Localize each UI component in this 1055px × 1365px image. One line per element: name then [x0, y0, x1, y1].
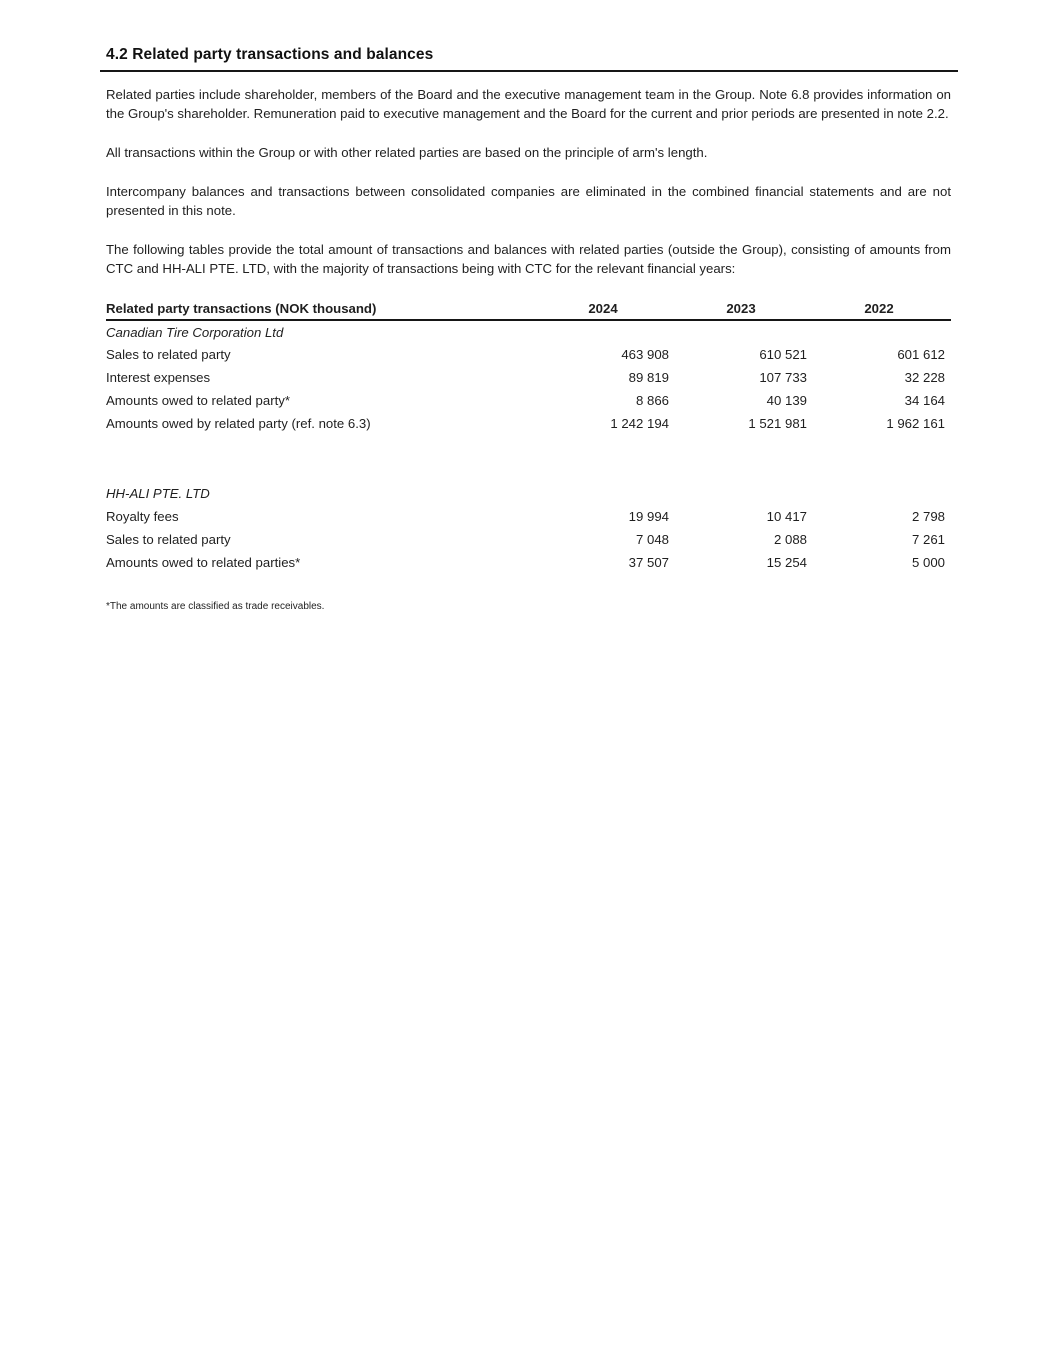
row-value-2024: 19 994 [628, 509, 669, 524]
table-row [106, 389, 951, 412]
row-value-2024: 37 507 [628, 555, 669, 570]
row-label: Amounts owed by related party (ref. note 6.3) [106, 416, 371, 431]
row-label: Amounts owed to related parties* [106, 555, 301, 570]
paragraph-3: Intercompany balances and transactions between consolidated companies are eliminated in the combined financial statements and are not presented in this note. [106, 184, 951, 218]
section-title: 4.2 Related party transactions and balances [100, 46, 958, 72]
row-label: Sales to related party [106, 532, 231, 547]
table-row [106, 343, 951, 366]
row-value-2023: 40 139 [766, 393, 807, 408]
row-label: Royalty fees [106, 509, 179, 524]
row-value-2022: 32 228 [904, 370, 945, 385]
row-label: Sales to related party [106, 347, 231, 362]
intro-paragraphs [106, 85, 951, 278]
paragraph-1: Related parties include shareholder, members of the Board and the executive management team in the Group. Note 6.8 provides information on the Group's shareholder. Remuneration paid to executive management and the Board for the current and prior periods are presented in note 2.2. [106, 87, 951, 121]
row-value-2022: 5 000 [911, 555, 945, 570]
row-value-2022: 7 261 [911, 532, 945, 547]
row-value-2023: 2 088 [773, 532, 807, 547]
table-row [106, 412, 951, 435]
table-row [106, 528, 951, 551]
group-row [106, 482, 951, 505]
row-value-2024: 463 908 [621, 347, 669, 362]
related-party-table [106, 298, 951, 574]
row-value-2023: 107 733 [759, 370, 807, 385]
row-value-2022: 2 798 [911, 509, 945, 524]
group-name: Canadian Tire Corporation Ltd [106, 324, 284, 340]
table-header-row [106, 298, 951, 320]
table-header-label: Related party transactions (NOK thousand) [106, 298, 537, 320]
row-value-2023: 1 521 981 [748, 416, 807, 431]
paragraph-2: All transactions within the Group or with other related parties are based on the principle of arm's length. [106, 145, 708, 160]
spacer-cell [106, 435, 951, 482]
table-row [106, 366, 951, 389]
row-value-2024: 7 048 [635, 532, 669, 547]
row-label: Interest expenses [106, 370, 211, 385]
group-name: HH-ALI PTE. LTD [106, 486, 210, 501]
group-row [106, 320, 951, 343]
row-value-2024: 89 819 [628, 370, 669, 385]
table-header-year-2022: 2022 [813, 298, 951, 320]
row-value-2022: 601 612 [897, 347, 945, 362]
table-header-year-2024: 2024 [537, 298, 675, 320]
table-footnote: *The amounts are classified as trade receivables. [106, 601, 325, 612]
table-row [106, 551, 951, 574]
row-value-2023: 610 521 [759, 347, 807, 362]
section-spacer [106, 435, 951, 482]
row-value-2023: 15 254 [766, 555, 807, 570]
row-value-2024: 1 242 194 [610, 416, 669, 431]
paragraph-4: The following tables provide the total amount of transactions and balances with related parties (outside the Group), consisting of amounts from CTC and HH-ALI PTE. LTD, with the majority of transactions being with CTC for the relevant financial years: [106, 242, 951, 276]
row-value-2022: 1 962 161 [886, 416, 945, 431]
document-content [106, 46, 951, 613]
table-header-year-2023: 2023 [675, 298, 813, 320]
row-value-2024: 8 866 [635, 393, 669, 408]
row-value-2023: 10 417 [766, 509, 807, 524]
table-row [106, 505, 951, 528]
row-label: Amounts owed to related party* [106, 393, 290, 408]
row-value-2022: 34 164 [904, 393, 945, 408]
